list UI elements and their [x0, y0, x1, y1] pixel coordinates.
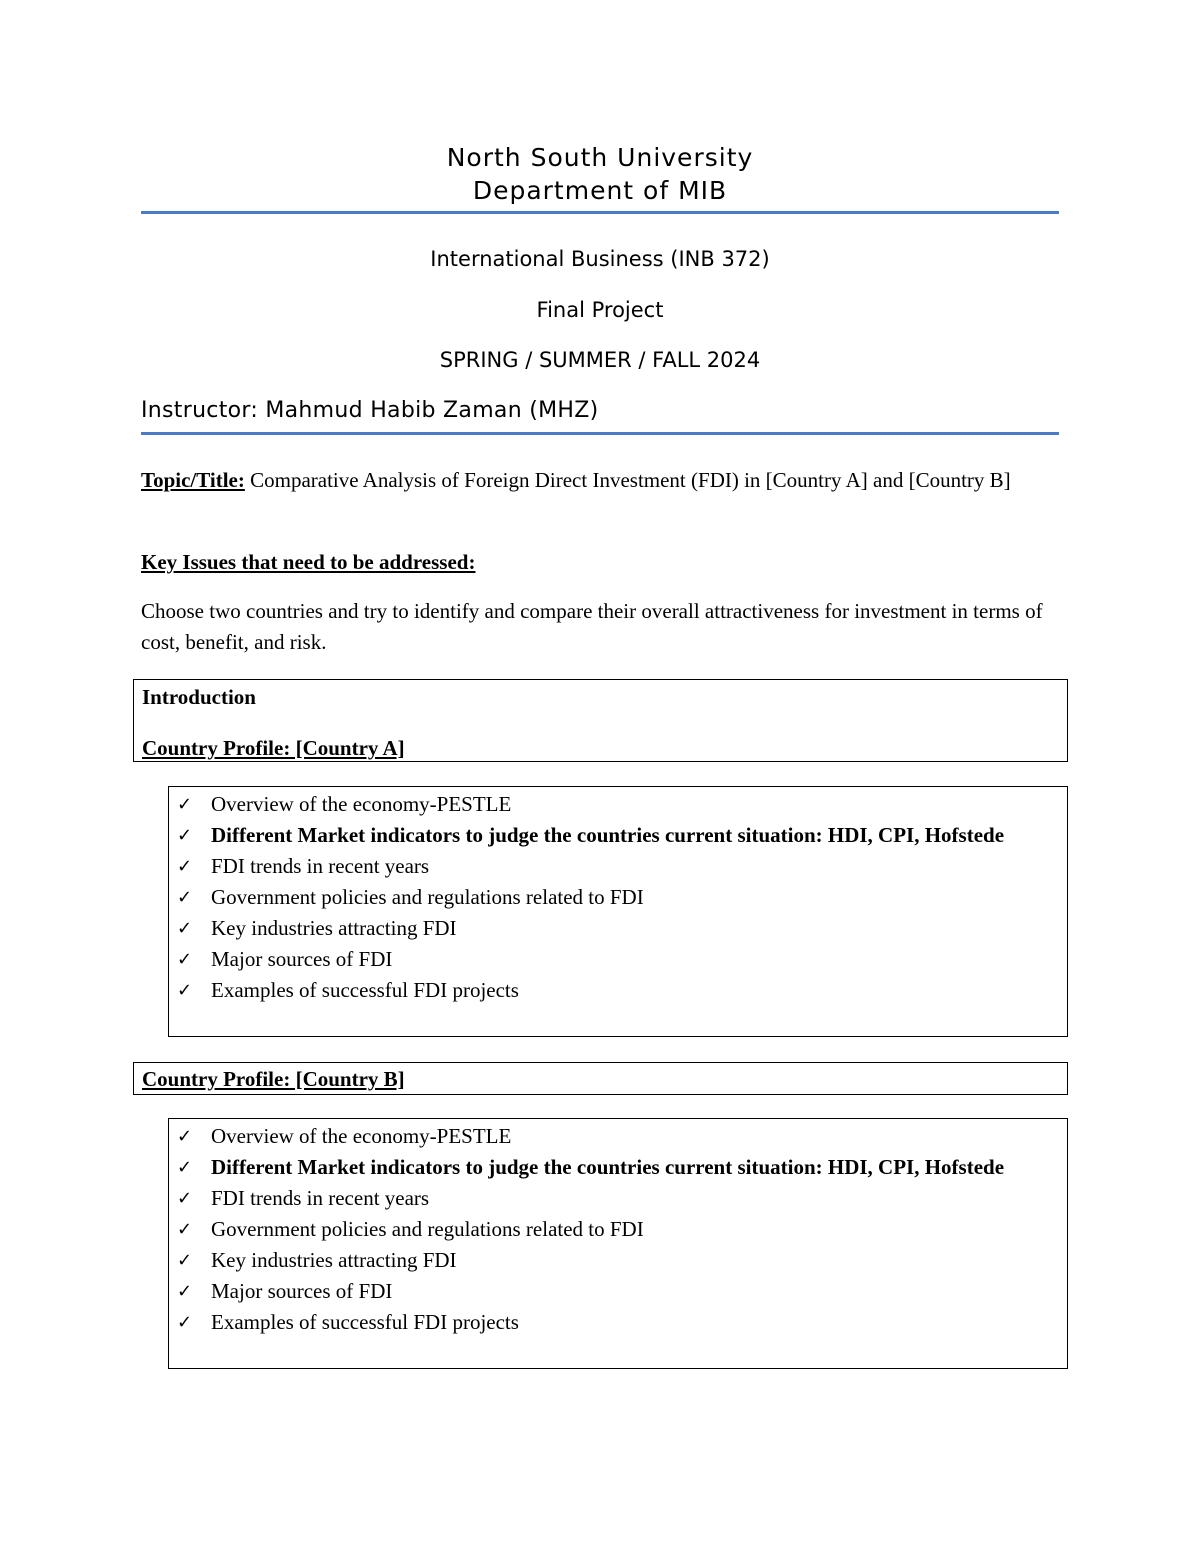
- department-name: Department of MIB: [472, 176, 728, 205]
- list-item: ✓ Major sources of FDI: [169, 1276, 1057, 1307]
- check-icon: ✓: [177, 1250, 193, 1271]
- key-issues-heading: Key Issues that need to be addressed:: [141, 550, 476, 574]
- list-item: ✓ Overview of the economy-PESTLE: [169, 1121, 1057, 1152]
- country-b-heading: Country Profile: [Country B]: [142, 1067, 405, 1091]
- instructor-divider: [141, 432, 1059, 435]
- project-title: Final Project: [536, 298, 664, 322]
- key-issues-text: Choose two countries and try to identify and compare their overall attractiveness for investment in terms of cost, benefit, and risk.: [141, 599, 1043, 654]
- check-icon: ✓: [177, 1312, 193, 1333]
- semester: SPRING / SUMMER / FALL 2024: [439, 348, 761, 372]
- list-item: ✓ Key industries attracting FDI: [169, 913, 1057, 944]
- list-item: ✓ Key industries attracting FDI: [169, 1245, 1057, 1276]
- list-item: ✓ Examples of successful FDI projects: [169, 1307, 1057, 1338]
- check-icon: ✓: [177, 1219, 193, 1240]
- check-icon: ✓: [177, 825, 193, 846]
- check-icon: ✓: [177, 1157, 193, 1178]
- instructor: Instructor: Mahmud Habib Zaman (MHZ): [141, 398, 599, 423]
- introduction-heading: Introduction: [142, 685, 256, 709]
- list-item: ✓ Government policies and regulations related to FDI: [169, 1214, 1057, 1245]
- country-a-heading: Country Profile: [Country A]: [142, 736, 405, 760]
- header-block: [0, 141, 1200, 207]
- header-divider: [141, 211, 1059, 214]
- check-icon: ✓: [177, 1188, 193, 1209]
- topic-label: Topic/Title:: [141, 468, 245, 492]
- topic-paragraph: [141, 465, 1059, 496]
- list-item: ✓ FDI trends in recent years: [169, 1183, 1057, 1214]
- check-icon: ✓: [177, 1281, 193, 1302]
- check-icon: ✓: [177, 856, 193, 877]
- check-icon: ✓: [177, 794, 193, 815]
- university-name: North South University: [446, 143, 754, 172]
- check-icon: ✓: [177, 918, 193, 939]
- list-item: ✓ Different Market indicators to judge the countries current situation: HDI, CPI, Hofstede: [169, 820, 1057, 851]
- country-b-checklist-box: [168, 1118, 1068, 1369]
- list-item: ✓ Different Market indicators to judge the countries current situation: HDI, CPI, Hofstede: [169, 1152, 1057, 1183]
- list-item: ✓ Examples of successful FDI projects: [169, 975, 1057, 1006]
- country-b-box: [133, 1062, 1068, 1095]
- list-item: ✓ Major sources of FDI: [169, 944, 1057, 975]
- country-b-checklist: [169, 1121, 1057, 1338]
- topic-text: Comparative Analysis of Foreign Direct Investment (FDI) in [Country A] and [Country B]: [244, 468, 1011, 492]
- introduction-box: [133, 679, 1068, 762]
- list-item: ✓ Overview of the economy-PESTLE: [169, 789, 1057, 820]
- list-item: ✓ Government policies and regulations related to FDI: [169, 882, 1057, 913]
- check-icon: ✓: [177, 980, 193, 1001]
- check-icon: ✓: [177, 1126, 193, 1147]
- country-a-checklist: [169, 789, 1057, 1006]
- list-item: ✓ FDI trends in recent years: [169, 851, 1057, 882]
- country-a-checklist-box: [168, 786, 1068, 1037]
- check-icon: ✓: [177, 887, 193, 908]
- check-icon: ✓: [177, 949, 193, 970]
- course-title: International Business (INB 372): [430, 247, 770, 271]
